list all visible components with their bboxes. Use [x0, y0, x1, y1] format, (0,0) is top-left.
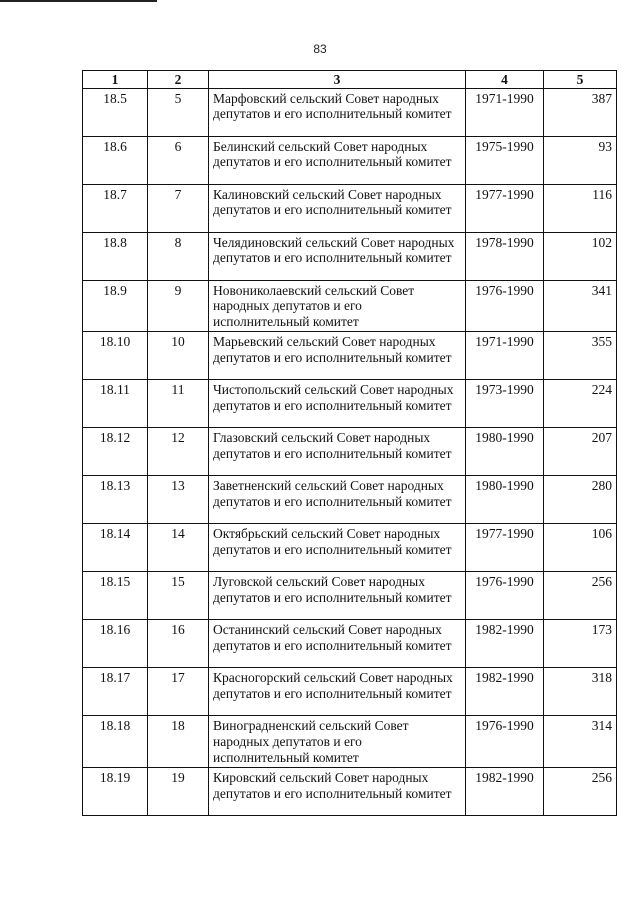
cell-count: 256 [544, 768, 617, 816]
registry-table [82, 70, 617, 816]
table-row [83, 232, 617, 280]
table-row [83, 136, 617, 184]
cell-period: 1976-1990 [466, 716, 544, 768]
cell-period: 1971-1990 [466, 332, 544, 380]
cell-name: Чистопольский сельский Совет народных депутатов и его исполнительный комитет [209, 380, 466, 428]
cell-period: 1975-1990 [466, 136, 544, 184]
cell-period: 1971-1990 [466, 88, 544, 136]
cell-count: 355 [544, 332, 617, 380]
cell-name: Луговской сельский Совет народных депутатов и его исполнительный комитет [209, 572, 466, 620]
cell-index: 18.11 [83, 380, 148, 428]
cell-count: 280 [544, 476, 617, 524]
table-row [83, 280, 617, 332]
cell-name: Глазовский сельский Совет народных депутатов и его исполнительный комитет [209, 428, 466, 476]
cell-period: 1973-1990 [466, 380, 544, 428]
cell-index: 18.12 [83, 428, 148, 476]
cell-position: 7 [148, 184, 209, 232]
cell-index: 18.7 [83, 184, 148, 232]
cell-name: Останинский сельский Совет народных депутатов и его исполнительный комитет [209, 620, 466, 668]
cell-count: 207 [544, 428, 617, 476]
cell-count: 106 [544, 524, 617, 572]
cell-name: Марфовский сельский Совет народных депутатов и его исполнительный комитет [209, 88, 466, 136]
header-col-5: 5 [544, 71, 617, 89]
table-row [83, 380, 617, 428]
cell-name: Октябрьский сельский Совет народных депутатов и его исполнительный комитет [209, 524, 466, 572]
cell-period: 1982-1990 [466, 668, 544, 716]
cell-count: 116 [544, 184, 617, 232]
table-row [83, 184, 617, 232]
cell-count: 318 [544, 668, 617, 716]
cell-period: 1977-1990 [466, 184, 544, 232]
cell-index: 18.18 [83, 716, 148, 768]
cell-count: 341 [544, 280, 617, 332]
cell-position: 18 [148, 716, 209, 768]
cell-name: Красногорский сельский Совет народных депутатов и его исполнительный комитет [209, 668, 466, 716]
cell-index: 18.10 [83, 332, 148, 380]
top-rule [0, 0, 157, 2]
cell-position: 5 [148, 88, 209, 136]
cell-count: 387 [544, 88, 617, 136]
cell-index: 18.14 [83, 524, 148, 572]
table-row [83, 668, 617, 716]
table-row [83, 572, 617, 620]
cell-name: Челядиновский сельский Совет народных депутатов и его исполнительный комитет [209, 232, 466, 280]
header-row [83, 71, 617, 89]
cell-index: 18.5 [83, 88, 148, 136]
cell-position: 12 [148, 428, 209, 476]
cell-count: 173 [544, 620, 617, 668]
cell-index: 18.9 [83, 280, 148, 332]
cell-position: 17 [148, 668, 209, 716]
page-number: 83 [313, 42, 327, 56]
cell-index: 18.15 [83, 572, 148, 620]
header-col-4: 4 [466, 71, 544, 89]
cell-name: Виноградненский сельский Совет народных депутатов и его исполнительный комитет [209, 716, 466, 768]
cell-name: Заветненский сельский Совет народных депутатов и его исполнительный комитет [209, 476, 466, 524]
table-row [83, 428, 617, 476]
cell-name: Белинский сельский Совет народных депутатов и его исполнительный комитет [209, 136, 466, 184]
table-row [83, 716, 617, 768]
cell-position: 6 [148, 136, 209, 184]
table-row [83, 768, 617, 816]
cell-position: 15 [148, 572, 209, 620]
header-col-3: 3 [209, 71, 466, 89]
cell-name: Калиновский сельский Совет народных депутатов и его исполнительный комитет [209, 184, 466, 232]
cell-name: Новониколаевский сельский Совет народных депутатов и его исполнительный комитет [209, 280, 466, 332]
cell-count: 314 [544, 716, 617, 768]
cell-position: 9 [148, 280, 209, 332]
cell-index: 18.19 [83, 768, 148, 816]
cell-count: 102 [544, 232, 617, 280]
cell-count: 93 [544, 136, 617, 184]
cell-index: 18.17 [83, 668, 148, 716]
cell-period: 1977-1990 [466, 524, 544, 572]
header-col-2: 2 [148, 71, 209, 89]
cell-index: 18.13 [83, 476, 148, 524]
table-row [83, 476, 617, 524]
table-row [83, 88, 617, 136]
cell-period: 1976-1990 [466, 572, 544, 620]
cell-period: 1980-1990 [466, 428, 544, 476]
table-row [83, 332, 617, 380]
cell-index: 18.16 [83, 620, 148, 668]
cell-position: 19 [148, 768, 209, 816]
cell-name: Марьевский сельский Совет народных депутатов и его исполнительный комитет [209, 332, 466, 380]
cell-name: Кировский сельский Совет народных депутатов и его исполнительный комитет [209, 768, 466, 816]
cell-position: 11 [148, 380, 209, 428]
cell-position: 8 [148, 232, 209, 280]
cell-count: 224 [544, 380, 617, 428]
cell-period: 1982-1990 [466, 768, 544, 816]
cell-position: 10 [148, 332, 209, 380]
cell-period: 1978-1990 [466, 232, 544, 280]
cell-period: 1976-1990 [466, 280, 544, 332]
cell-position: 14 [148, 524, 209, 572]
table-row [83, 620, 617, 668]
cell-position: 13 [148, 476, 209, 524]
cell-period: 1980-1990 [466, 476, 544, 524]
header-col-1: 1 [83, 71, 148, 89]
cell-period: 1982-1990 [466, 620, 544, 668]
cell-count: 256 [544, 572, 617, 620]
cell-index: 18.8 [83, 232, 148, 280]
cell-position: 16 [148, 620, 209, 668]
table-row [83, 524, 617, 572]
cell-index: 18.6 [83, 136, 148, 184]
